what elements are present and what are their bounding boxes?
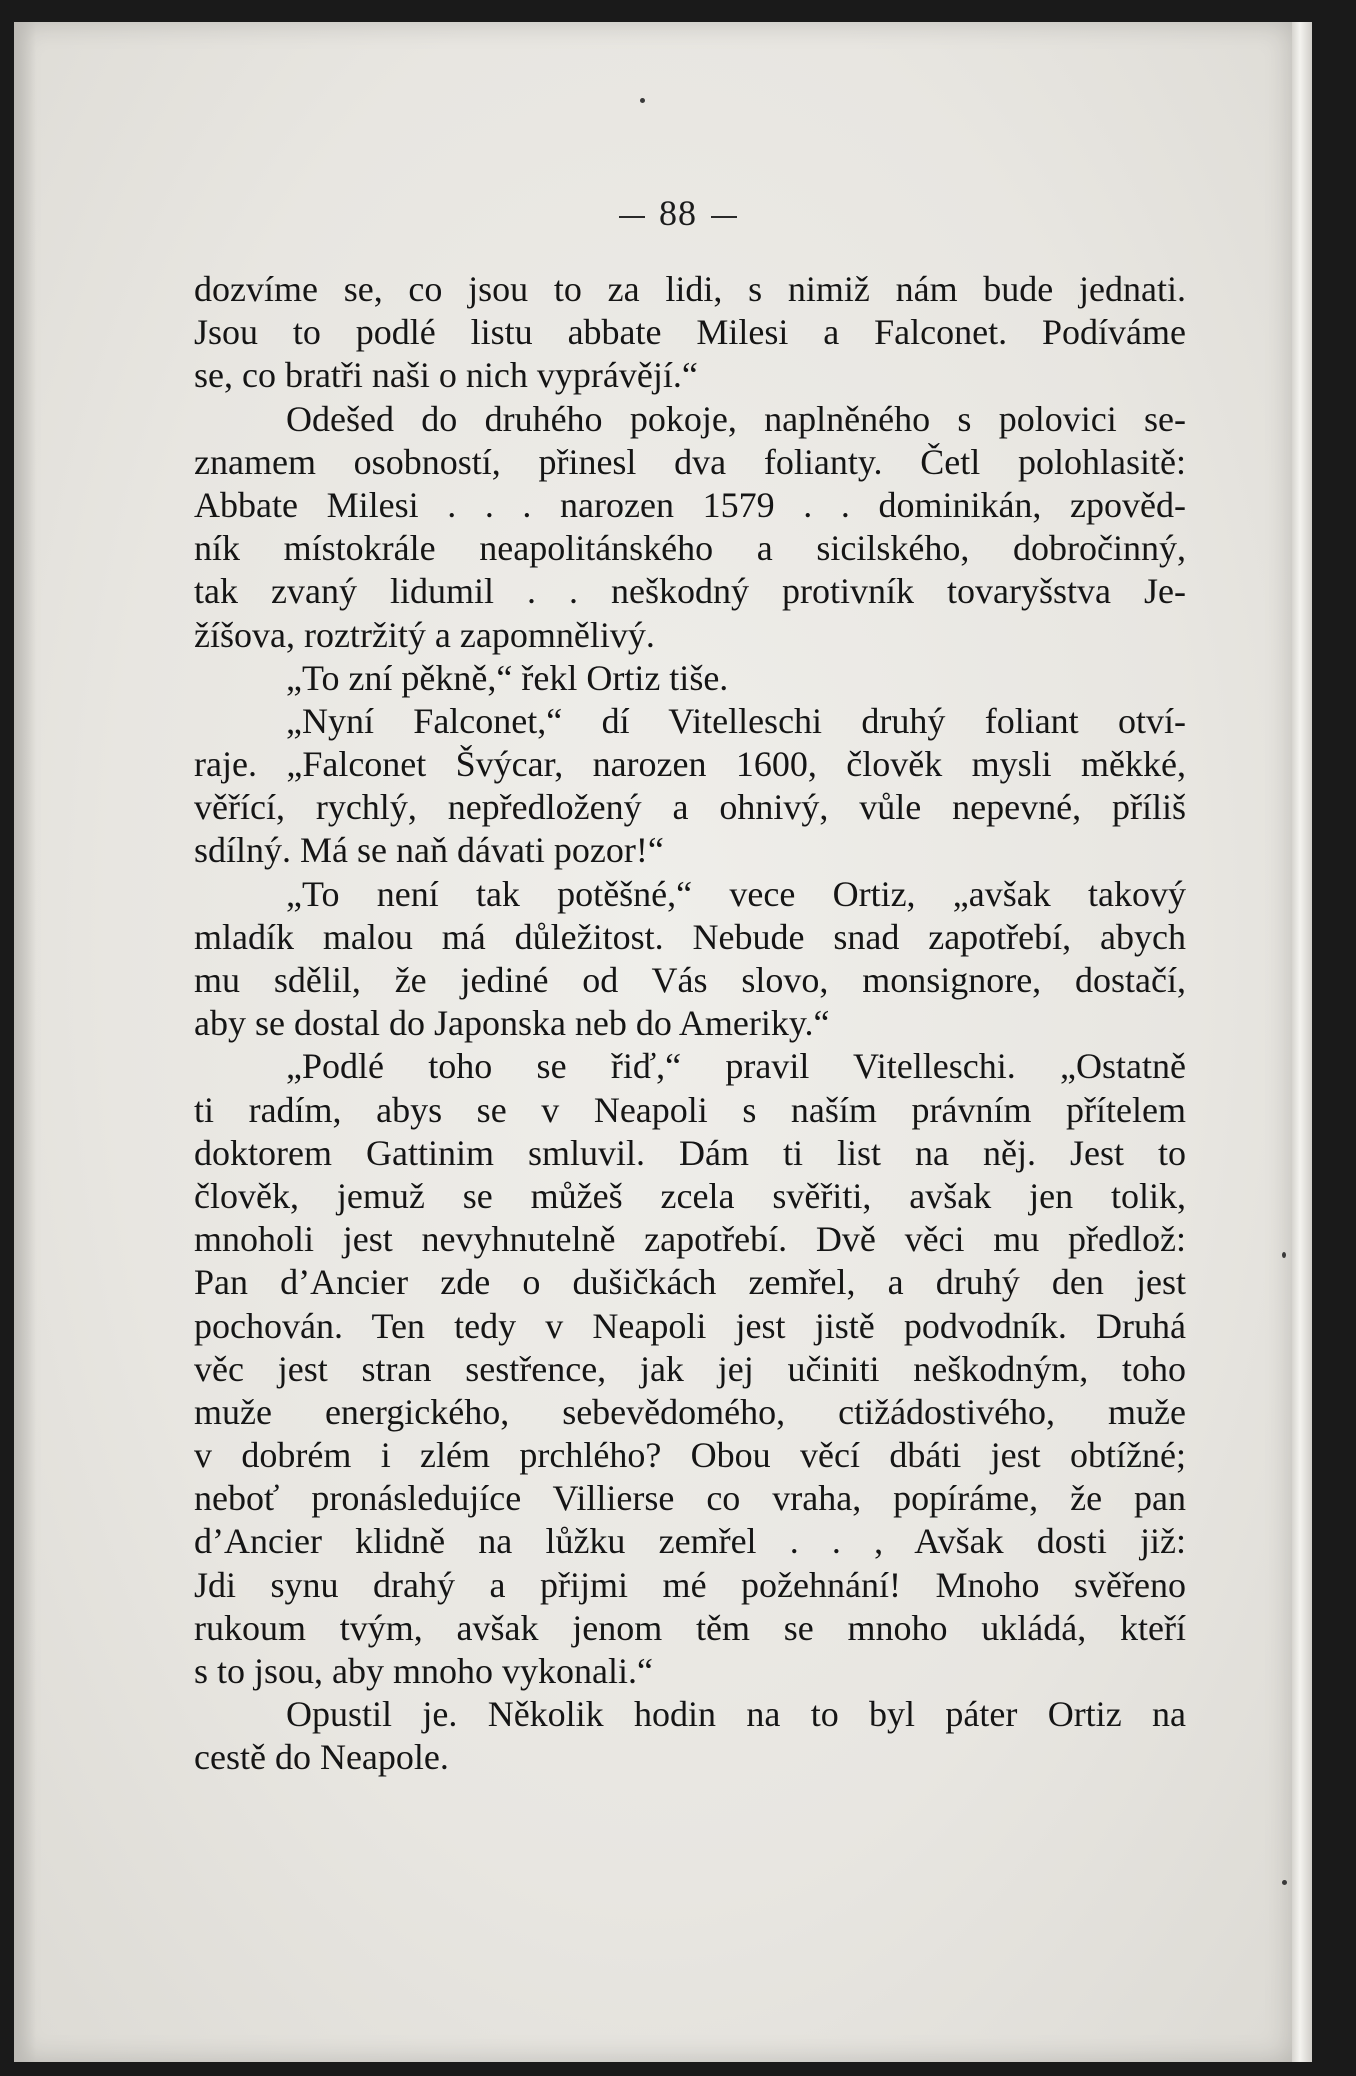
text-line: mu sdělil, že jediné od Vás slovo, monsignore, dostačí, xyxy=(194,960,1186,1000)
text-line: „Podlé toho se řiď,“ pravil Vitelleschi. „Ostatně xyxy=(286,1046,1186,1087)
page-header xyxy=(0,192,1356,234)
text-line: mladík malou má důležitost. Nebude snad zapotřebí, abych xyxy=(194,916,1186,957)
text-line: mnoholi jest nevyhnutelně zapotřebí. Dvě věci mu předlož: xyxy=(194,1219,1186,1260)
text-line: raje. „Falconet Švýcar, narozen 1600, člověk mysli měkké, xyxy=(194,744,1186,785)
page-number: 88 xyxy=(659,193,697,233)
print-speck xyxy=(1282,1252,1286,1258)
text-line: Odešed do druhého pokoje, naplněného s polovici se- xyxy=(286,398,1186,439)
text-line: Pan d’Ancier zde o dušičkách zemřel, a druhý den jest xyxy=(194,1262,1186,1303)
text-line: člověk, jemuž se můžeš zcela svěřiti, avšak jen tolik, xyxy=(194,1175,1186,1216)
page-gutter-shadow xyxy=(14,22,36,2062)
text-line: věc jest stran sestřence, jak jej učiniti neškodným, toho xyxy=(194,1348,1186,1389)
text-line: pochován. Ten tedy v Neapoli jest jistě podvodník. Druhá xyxy=(194,1305,1186,1346)
text-line: Jdi synu drahý a přijmi mé požehnání! Mnoho svěřeno xyxy=(194,1564,1186,1605)
text-line: znamem osobností, přinesl dva folianty. Četl polohlasitě: xyxy=(194,441,1186,482)
text-line: ník místokrále neapolitánského a sicilského, dobročinný, xyxy=(194,528,1186,569)
text-line: neboť pronásledujíce Villierse co vraha, popíráme, že pan xyxy=(194,1478,1186,1519)
text-line: aby se dostal do Japonska neb do Ameriky.“ xyxy=(194,1003,830,1044)
text-line: d’Ancier klidně na lůžku zemřel . . , Avšak dosti již: xyxy=(194,1521,1186,1562)
text-line: ti radím, abys se v Neapoli s naším právním přítelem xyxy=(194,1089,1186,1130)
print-speck xyxy=(640,98,645,103)
text-line: „To zní pěkně,“ řekl Ortiz tiše. xyxy=(286,657,729,698)
text-line: v dobrém i zlém prchlého? Obou věcí dbáti jest obtížné; xyxy=(194,1435,1186,1476)
text-line: sdílný. Má se naň dávati pozor!“ xyxy=(194,830,664,871)
header-dash-right xyxy=(711,216,737,218)
text-line: „Nyní Falconet,“ dí Vitelleschi druhý foliant otví- xyxy=(286,700,1186,741)
page-body-text xyxy=(194,268,1186,1780)
text-line: se, co bratři naši o nich vyprávějí.“ xyxy=(194,355,698,396)
text-line: Abbate Milesi . . . narozen 1579 . . dominikán, zpověd- xyxy=(194,484,1186,525)
header-dash-left xyxy=(619,216,645,218)
text-line: cestě do Neapole. xyxy=(194,1737,449,1778)
text-line: s to jsou, aby mnoho vykonali.“ xyxy=(194,1651,653,1691)
text-line: žíšova, roztržitý a zapomnělivý. xyxy=(194,614,655,655)
text-line: rukoum tvým, avšak jenom těm se mnoho ukládá, kteří xyxy=(194,1607,1186,1648)
text-line: Opustil je. Několik hodin na to byl páter Ortiz na xyxy=(286,1694,1186,1735)
text-line: tak zvaný lidumil . . neškodný protivník tovaryšstva Je- xyxy=(194,571,1186,612)
text-line: „To není tak potěšné,“ vece Ortiz, „avšak takový xyxy=(286,873,1186,914)
print-speck xyxy=(1282,1880,1287,1885)
page-edge xyxy=(1292,22,1312,2062)
text-line: dozvíme se, co jsou to za lidi, s nimiž nám bude jednati. xyxy=(194,269,1186,309)
text-line: věřící, rychlý, nepředložený a ohnivý, vůle nepevné, příliš xyxy=(194,787,1186,828)
text-line: Jsou to podlé listu abbate Milesi a Falconet. Podíváme xyxy=(194,312,1186,353)
text-line: doktorem Gattinim smluvil. Dám ti list na něj. Jest to xyxy=(194,1132,1186,1173)
text-line: muže energického, sebevědomého, ctižádostivého, muže xyxy=(194,1391,1186,1432)
